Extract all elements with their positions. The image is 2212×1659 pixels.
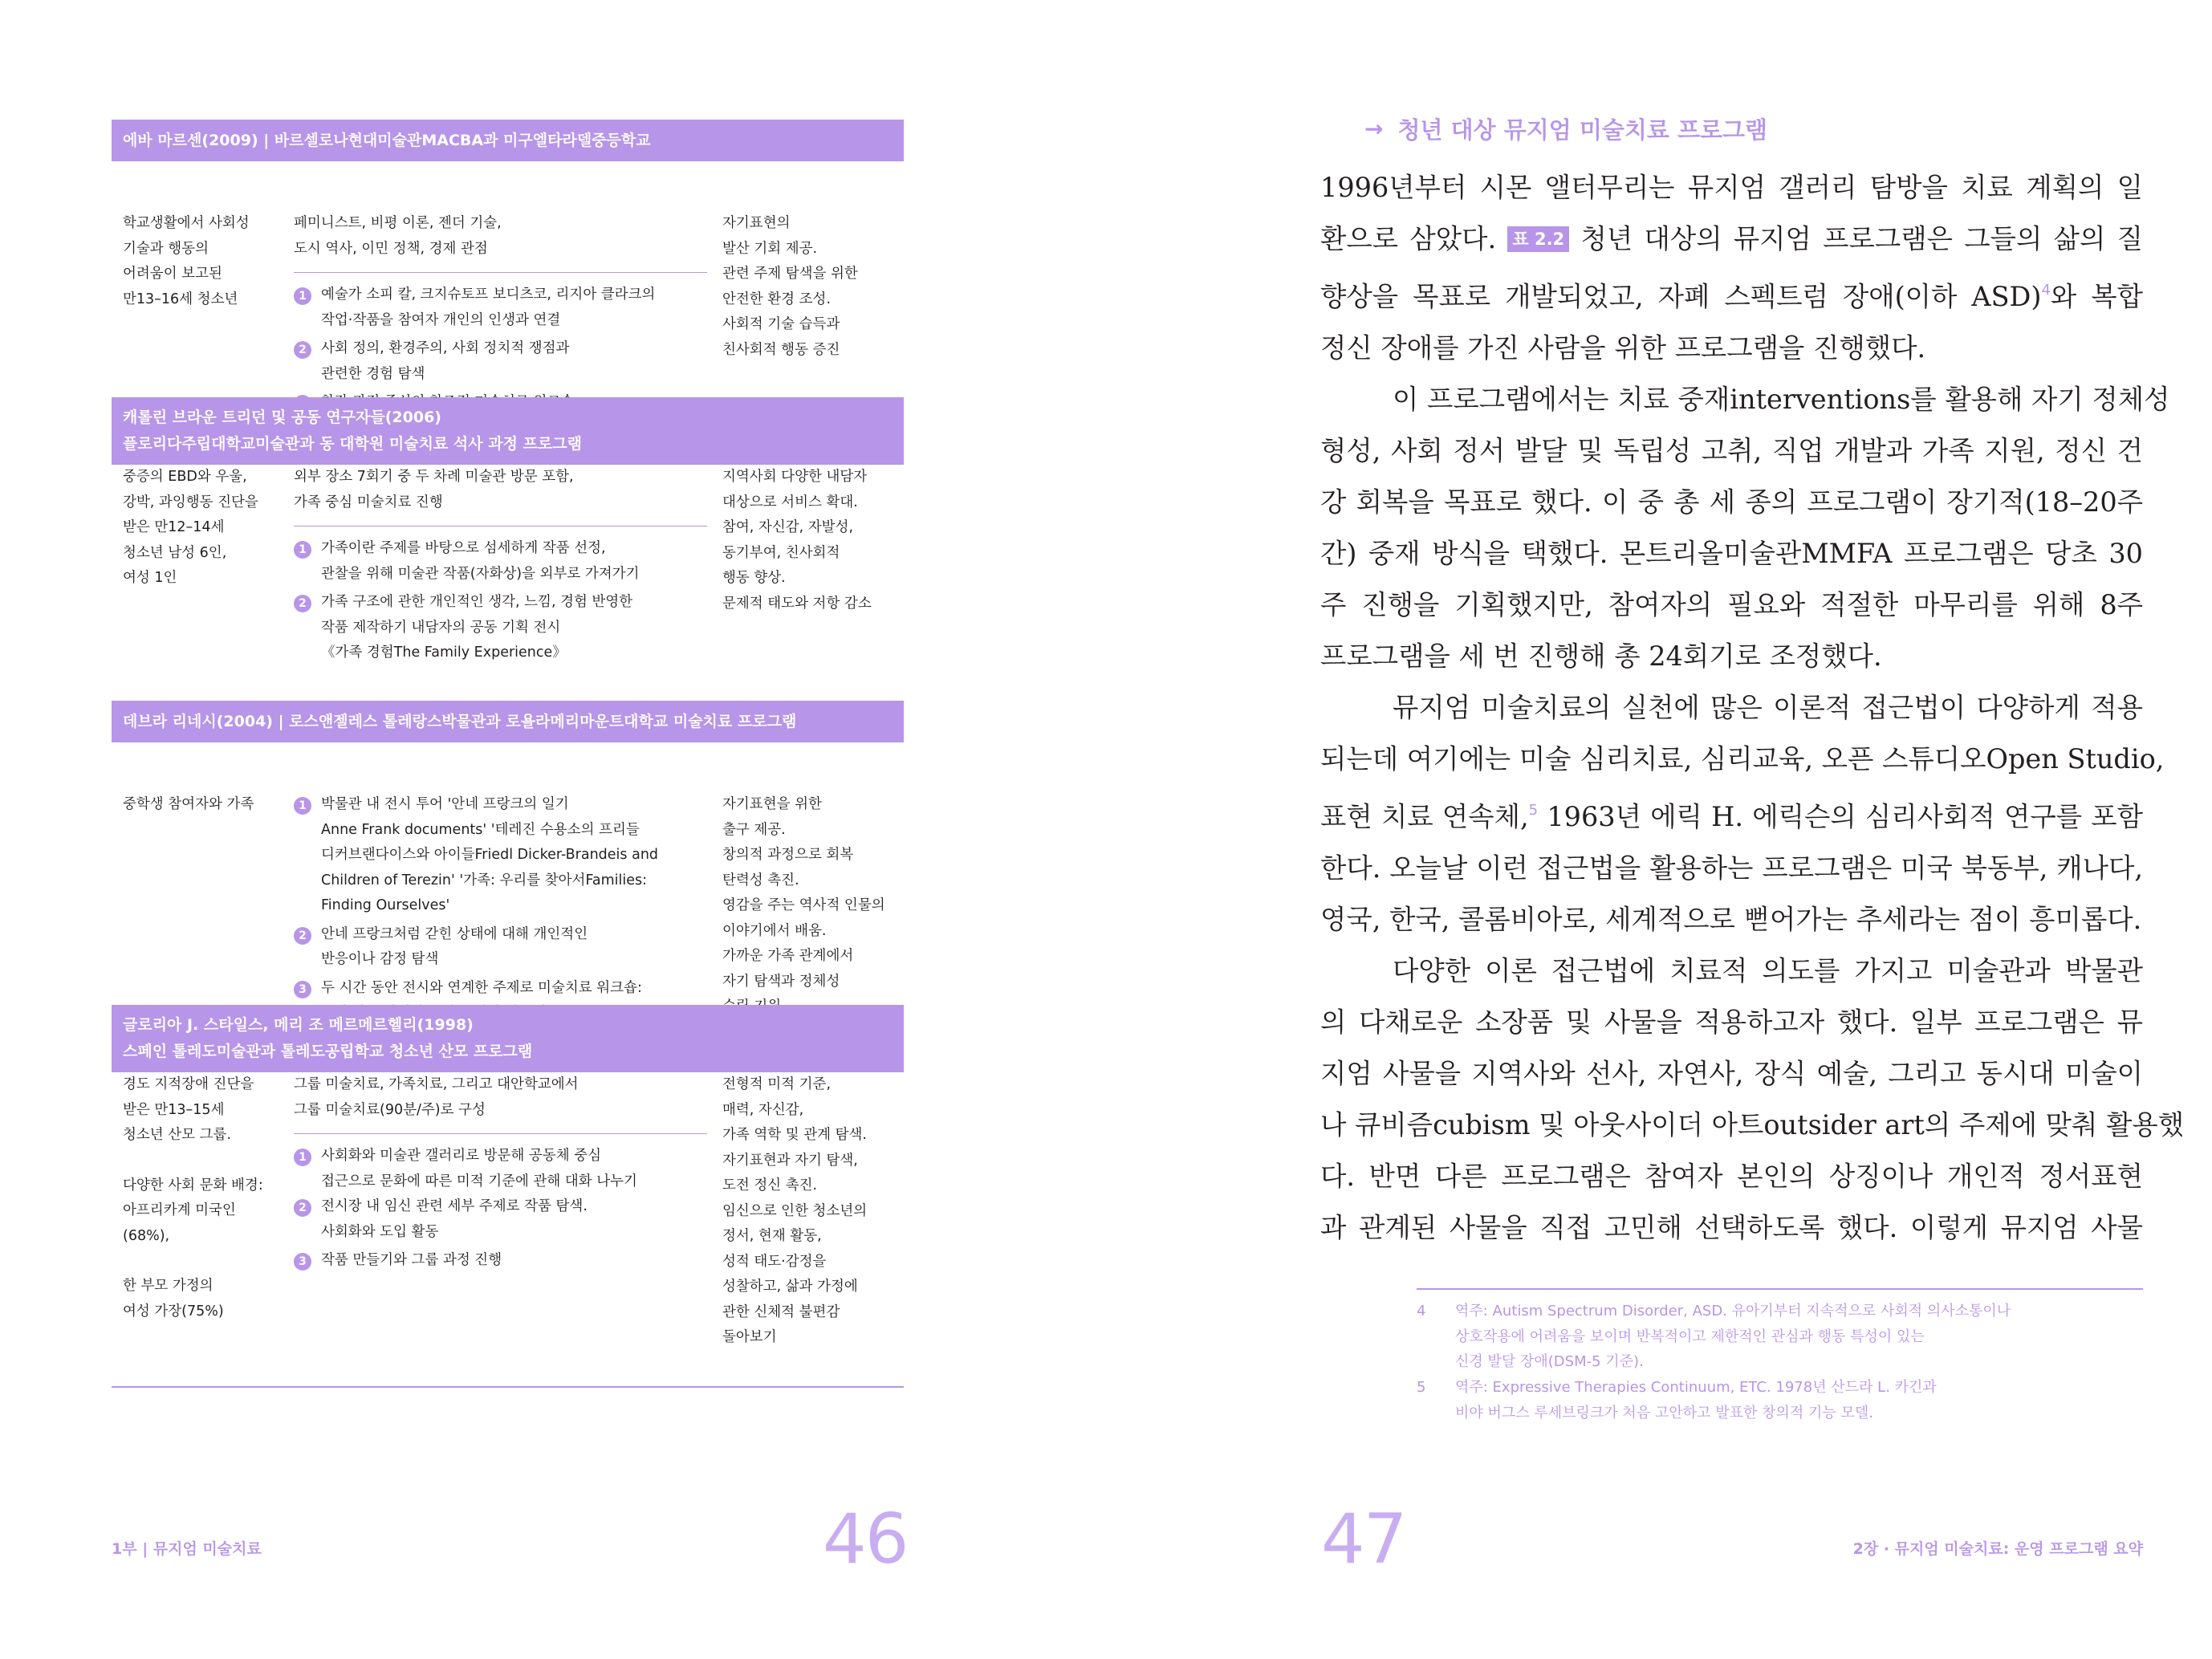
table-end-rule xyxy=(112,1386,904,1388)
cell-line: 페미니스트, 비평 이론, 젠더 기술, xyxy=(294,215,502,231)
body-line: 정신 장애를 가진 사람을 위한 프로그램을 진행했다. xyxy=(1320,332,1926,364)
cell-line: 작품 제작하기 내담자의 공동 기획 전시 xyxy=(321,619,561,636)
cell-line: 청소년 남성 6인, xyxy=(123,544,227,561)
cell-line: 대상으로 서비스 확대. xyxy=(722,494,858,510)
cell-line: 자기표현과 자기 탐색, xyxy=(722,1152,858,1169)
table-section-2 xyxy=(112,397,904,705)
cell-line: 만13–16세 청소년 xyxy=(123,291,238,307)
cell-line: 다양한 사회 문화 배경: xyxy=(123,1177,263,1193)
activity-item xyxy=(294,922,675,973)
cell-line: 관련 주제 탐색을 위한 xyxy=(722,266,858,282)
cell-line: 관한 신체적 불편감 xyxy=(722,1303,840,1320)
participants-cell xyxy=(123,465,283,592)
cell-line: 사회 정의, 환경주의, 사회 정치적 쟁점과 xyxy=(321,340,570,356)
number-badge: 1 xyxy=(294,287,311,305)
body-line: 뮤지엄 미술치료의 실천에 많은 이론적 접근법이 다양하게 적용 xyxy=(1393,692,2143,723)
cell-line: 영감을 주는 역사적 인물의 xyxy=(722,897,885,913)
footnote-ref[interactable]: 4 xyxy=(2041,282,2051,299)
sub-divider xyxy=(294,526,707,527)
number-badge: 2 xyxy=(294,595,311,612)
body-line: 지엄 사물을 지역사와 선사, 자연사, 장식 예술, 그리고 동시대 미술이 xyxy=(1320,1058,2143,1089)
number-badge: 2 xyxy=(294,927,311,945)
activity-item xyxy=(294,1144,675,1194)
cell-line: 가족 구조에 관한 개인적인 생각, 느낌, 경험 반영한 xyxy=(321,594,633,610)
cell-line: 발산 기회 제공. xyxy=(722,240,818,257)
body-line: 다. 반면 다른 프로그램은 참여자 본인의 상징이나 개인적 정서표현 xyxy=(1320,1161,2143,1192)
cell-line: 출구 제공. xyxy=(722,821,786,838)
body-line: 의 다채로운 소장품 및 사물을 적용하고자 했다. 일부 프로그램은 뮤 xyxy=(1320,1006,2143,1038)
cell-line: 임신으로 인한 청소년의 xyxy=(722,1202,868,1219)
body-text-run: 1963년 에릭 H. 에릭슨의 심리사회적 연구를 포함 xyxy=(1538,801,2143,832)
cell-line: 가까운 가족 관계에서 xyxy=(722,948,854,964)
cell-line: 중증의 EBD와 우울, xyxy=(123,469,247,485)
cell-line: 어려움이 보고된 xyxy=(123,266,222,282)
cell-line: 도시 역사, 이민 정책, 경제 관점 xyxy=(294,240,488,257)
arrow-right-icon: → xyxy=(1364,116,1384,142)
cell-line: 반응이나 감정 탐색 xyxy=(321,951,439,967)
cell-line: 가족 중심 미술치료 진행 xyxy=(294,494,443,510)
cell-line: 외부 장소 7회기 중 두 차례 미술관 방문 포함, xyxy=(294,469,574,485)
cell-line: 박물관 내 전시 투어 '안네 프랑크의 일기 xyxy=(321,796,569,812)
cell-line: 가족이란 주제를 바탕으로 섬세하게 작품 선정, xyxy=(321,540,606,556)
cell-line: 창의적 과정으로 회복 xyxy=(722,847,854,863)
outcomes-cell xyxy=(722,792,904,1020)
cell-line: 전시장 내 임신 관련 세부 주제로 작품 탐색. xyxy=(321,1198,588,1214)
section-heading-text: 청년 대상 뮤지엄 미술치료 프로그램 xyxy=(1397,116,1768,144)
cell-line: 도전 정신 촉진. xyxy=(722,1177,818,1193)
activity-item xyxy=(294,283,675,333)
sub-divider xyxy=(294,272,707,273)
cell-line: 그룹 미술치료, 가족치료, 그리고 대안학교에서 xyxy=(294,1076,579,1092)
section-header xyxy=(112,397,904,465)
cell-line: 자기표현의 xyxy=(722,215,791,231)
body-line: 한다. 오늘날 이런 접근법을 활용하는 프로그램은 미국 북동부, 캐나다, xyxy=(1320,852,2143,884)
cell-line: 참여, 자신감, 자발성, xyxy=(722,519,854,535)
cell-line: 그룹 미술치료(90분/주)로 구성 xyxy=(294,1101,486,1118)
cell-line: 여성 1인 xyxy=(123,570,177,586)
activity-item xyxy=(294,590,675,666)
activity-item xyxy=(294,1248,675,1274)
cell-line: 사회적 기술 습득과 xyxy=(722,316,840,332)
cell-line: 자기 탐색과 정체성 xyxy=(722,973,840,990)
body-line: 간) 중재 방식을 택했다. 몬트리올미술관MMFA 프로그램은 당초 30 xyxy=(1320,538,2143,569)
cell-line: (68%), xyxy=(123,1227,170,1244)
cell-line: 두 시간 동안 전시와 연계한 주제로 미술치료 워크숍: xyxy=(321,979,642,996)
number-badge: 2 xyxy=(294,341,311,359)
cell-line: 접근으로 문화에 따른 미적 기준에 관해 대화 나누기 xyxy=(321,1173,637,1189)
cell-line: 친사회적 행동 증진 xyxy=(722,341,840,358)
body-line: 나 큐비즘cubism 및 아웃사이더 아트outsider art의 주제에 맞춰 활용했 xyxy=(1320,1109,2185,1141)
cell-line: 작품 만들기와 그룹 과정 진행 xyxy=(321,1252,502,1268)
section-header-line: 캐롤린 브라운 트리던 및 공동 연구자들(2006) xyxy=(123,409,441,426)
section-header-line: 에바 마르센(2009) | 바르셀로나현대미술관MACBA과 미구엘타라델중등학교 xyxy=(123,131,651,149)
cell-line: 사회화와 미술관 갤러리로 방문해 공동체 중심 xyxy=(321,1148,602,1164)
body-line: 영국, 한국, 콜롬비아로, 세계적으로 뻗어가는 추세라는 점이 흥미롭다. xyxy=(1320,904,2142,935)
section-header-line: 플로리다주립대학교미술관과 동 대학원 미술치료 석사 과정 프로그램 xyxy=(123,435,582,453)
cell-line: 정서, 현재 활동, xyxy=(722,1228,822,1244)
body-line: 다양한 이론 접근법에 치료적 의도를 가지고 미술관과 박물관 xyxy=(1393,955,2143,986)
body-line xyxy=(1320,785,2143,843)
cell-line: 안네 프랑크처럼 갇힌 상태에 대해 개인적인 xyxy=(321,925,588,942)
number-badge: 3 xyxy=(294,981,311,998)
section-header-line: 글로리아 J. 스타일스, 메리 조 메르메르헬리(1998) xyxy=(123,1016,474,1034)
cell-line: 지역사회 다양한 내담자 xyxy=(722,469,868,485)
cell-line: 전형적 미적 기준, xyxy=(722,1076,832,1092)
approach-cell xyxy=(294,465,675,515)
cell-line: 매력, 자신감, xyxy=(722,1101,804,1118)
footnote-line: 역주: Expressive Therapies Continuum, ETC. 1978년 산드라 L. 카긴과 xyxy=(1455,1379,1937,1396)
cell-line: 예술가 소피 칼, 크지슈토프 보디츠코, 리지아 클라크의 xyxy=(321,287,656,303)
body-line: 주 진행을 기획했지만, 참여자의 필요와 적절한 마무리를 위해 8주 xyxy=(1320,589,2143,620)
approach-cell xyxy=(294,211,675,262)
participants-cell xyxy=(123,211,283,312)
cell-line: 디커브랜다이스와 아이들Friedl Dicker-Brandeis and xyxy=(321,847,659,863)
cell-line: 자기표현을 위한 xyxy=(722,796,822,812)
table-section-1 xyxy=(112,120,904,426)
section-header-line: 데브라 리네시(2004) | 로스앤젤레스 톨레랑스박물관과 로욜라메리마운트대학교 미술치료 프로그램 xyxy=(123,712,797,730)
participants-cell xyxy=(123,792,283,818)
table-reference-tag: 표 2.2 xyxy=(1507,226,1569,252)
outcomes-cell xyxy=(722,1072,904,1351)
cell-line: 학교생활에서 사회성 xyxy=(123,215,250,231)
activity-list xyxy=(294,1144,675,1274)
participants-cell xyxy=(123,1072,283,1324)
section-heading xyxy=(1364,112,1767,145)
activity-item xyxy=(294,792,675,919)
cell-line xyxy=(123,1149,283,1173)
cell-line: 이야기에서 배움. xyxy=(722,922,827,939)
cell-line: 기술과 행동의 xyxy=(123,240,209,257)
cell-line: 여성 가장(75%) xyxy=(123,1303,224,1319)
footnote-line: 역주: Autism Spectrum Disorder, ASD. 유아기부터 지속적으로 사회적 의사소통이나 xyxy=(1455,1303,2011,1319)
footnote-line: 비야 버그스 루세브링크가 처음 고안하고 발표한 창의적 기능 모델. xyxy=(1455,1404,1873,1421)
cell-line: 돌아보기 xyxy=(722,1329,777,1345)
right-page xyxy=(1106,0,2212,1659)
number-badge: 1 xyxy=(294,1149,311,1166)
footnote-line: 상호작용에 어려움을 보이며 반복적이고 제한적인 관심과 행동 특성이 있는 xyxy=(1455,1328,1925,1345)
running-footer-left: 1부 | 뮤지엄 미술치료 xyxy=(112,1540,262,1558)
number-badge: 2 xyxy=(294,1199,311,1217)
cell-line xyxy=(123,1249,283,1274)
cell-line: 문제적 태도와 저항 감소 xyxy=(722,595,872,612)
body-line: 형성, 사회 정서 발달 및 독립성 고취, 직업 개발과 가족 지원, 정신 건 xyxy=(1320,435,2143,466)
cell-line: 탄력성 촉진. xyxy=(722,872,799,888)
section-header xyxy=(112,1005,904,1072)
body-line: 과 관계된 사물을 직접 고민해 선택하도록 했다. 이렇게 뮤지엄 사물 xyxy=(1320,1212,2143,1243)
cell-line: 받은 만13–15세 xyxy=(123,1101,225,1118)
activity-list xyxy=(294,536,675,666)
cell-line: 경도 지적장애 진단을 xyxy=(123,1076,254,1092)
number-badge: 1 xyxy=(294,541,311,559)
cell-line: 작업·작품을 참여자 개인의 인생과 연결 xyxy=(321,311,561,328)
cell-line: 강박, 과잉행동 진단을 xyxy=(123,494,258,510)
cell-line: 아프리카계 미국인 xyxy=(123,1202,236,1218)
body-line: 이 프로그램에서는 치료 중재interventions를 활용해 자기 정체성 xyxy=(1393,384,2170,415)
outcomes-cell xyxy=(722,211,904,363)
footnote-number: 5 xyxy=(1417,1379,1426,1396)
table-section-4 xyxy=(112,1005,904,1377)
body-text-run: 와 복합 xyxy=(2050,281,2144,312)
activity-item xyxy=(294,536,675,587)
cell-line: 사회화와 도입 활동 xyxy=(321,1223,439,1240)
approach-cell xyxy=(294,1072,675,1123)
running-footer-right: 2장 · 뮤지엄 미술치료: 운영 프로그램 요약 xyxy=(1852,1540,2143,1558)
body-text-run: 향상을 목표로 개발되었고, 자폐 스펙트럼 장애(이하 ASD) xyxy=(1320,281,2042,312)
section-header xyxy=(112,701,904,742)
cell-line: 가족 역학 및 관계 탐색. xyxy=(722,1127,867,1143)
sub-divider xyxy=(294,1133,707,1134)
page-number-right: 47 xyxy=(1321,1499,1406,1580)
cell-line: 받은 만12–14세 xyxy=(123,519,225,535)
body-text-run: 환으로 삼았다. xyxy=(1320,223,1497,254)
body-line: 되는데 여기에는 미술 심리치료, 심리교육, 오픈 스튜디오Open Studio, xyxy=(1320,743,2165,775)
cell-line: 중학생 참여자와 가족 xyxy=(123,796,254,812)
section-header xyxy=(112,120,904,161)
body-line: 1996년부터 시몬 앨터무리는 뮤지엄 갤러리 탐방을 치료 계획의 일 xyxy=(1320,172,2143,203)
body-text-run: 표현 치료 연속체, xyxy=(1320,801,1529,832)
page-number-left: 46 xyxy=(823,1499,908,1580)
section-header-line: 스페인 톨레도미술관과 톨레도공립학교 청소년 산모 프로그램 xyxy=(123,1043,533,1060)
cell-line: 행동 향상. xyxy=(722,570,786,586)
footnote-5 xyxy=(1417,1375,2143,1425)
cell-line: 동기부여, 친사회적 xyxy=(722,544,840,561)
footnote-number: 4 xyxy=(1417,1303,1426,1319)
cell-line: 관찰을 위해 미술관 작품(자화상)을 외부로 가져가기 xyxy=(321,565,640,582)
cell-line: 청소년 산모 그룹. xyxy=(123,1127,232,1143)
footnote-divider xyxy=(1417,1288,2143,1290)
activity-item xyxy=(294,1194,675,1245)
cell-line: 안전한 환경 조성. xyxy=(722,291,832,307)
body-line: 강 회복을 목표로 했다. 이 중 총 세 종의 프로그램이 장기적(18–20주 xyxy=(1320,486,2143,518)
body-text xyxy=(1320,162,2185,1254)
body-line xyxy=(1320,265,2143,323)
cell-line: 성찰하고, 삶과 가정에 xyxy=(722,1279,858,1295)
cell-line: Anne Frank documents' '테레진 수용소의 프리들 xyxy=(321,821,640,838)
activity-item xyxy=(294,336,675,387)
number-badge: 3 xyxy=(294,1253,311,1271)
cell-line: 성적 태도·감정을 xyxy=(722,1253,827,1270)
cell-line: 한 부모 가정의 xyxy=(123,1278,213,1294)
cell-line: 관련한 경험 탐색 xyxy=(321,365,425,382)
outcomes-cell xyxy=(722,465,904,616)
footnote-line: 신경 발달 장애(DSM-5 기준). xyxy=(1455,1353,1644,1370)
body-line: 프로그램을 세 번 진행해 총 24회기로 조정했다. xyxy=(1320,640,1882,672)
footnote-ref[interactable]: 5 xyxy=(1528,802,1539,819)
cell-line: Children of Terezin' '가족: 우리를 찾아서Families: xyxy=(321,872,648,888)
table-section-3 xyxy=(112,701,904,1047)
activity-list xyxy=(294,283,675,416)
body-text-run: 청년 대상의 뮤지엄 프로그램은 그들의 삶의 질 xyxy=(1580,223,2143,254)
number-badge: 1 xyxy=(294,797,311,815)
footnote-4 xyxy=(1417,1299,2143,1375)
body-line xyxy=(1320,213,2143,265)
cell-line: Finding Ourselves' xyxy=(321,897,450,913)
cell-line: 《가족 경험The Family Experience》 xyxy=(321,644,567,661)
activity-list xyxy=(294,792,675,1027)
